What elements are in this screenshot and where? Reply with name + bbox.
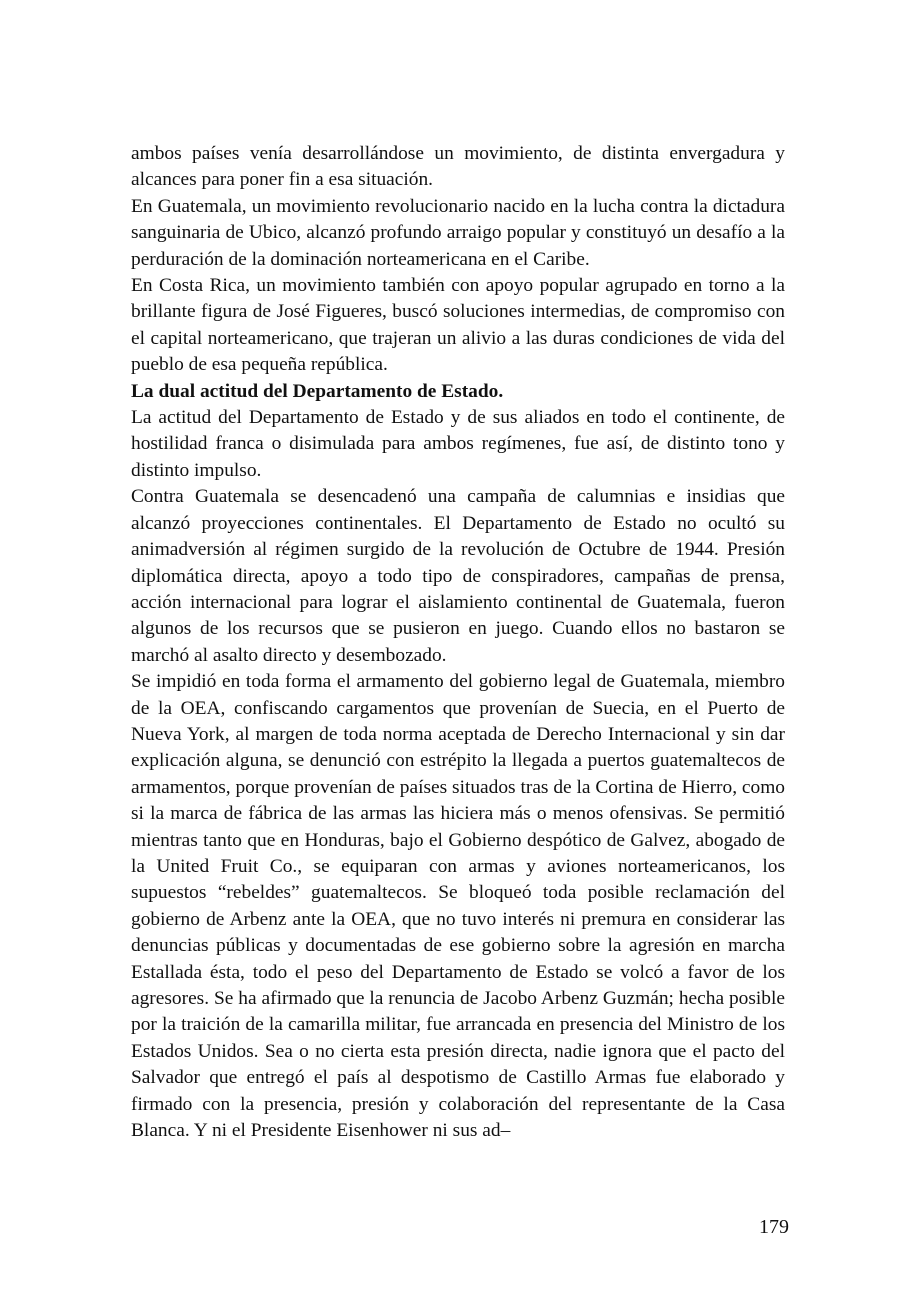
- page-number: 179: [759, 1216, 789, 1238]
- paragraph-6: Se impidió en toda forma el armamento del gobierno legal de Guatemala, miembro de la OEA, confiscando cargamentos que provenían de Suecia, en el Puerto de Nueva York, al margen de toda norma aceptada de Derecho Internacional y sin dar explicación alguna, se denunció con estrépito la llegada a puertos guatemaltecos de armamentos, porque provenían de países situados tras de la Cortina de Hierro, como si la marca de fábrica de las armas las hiciera más o menos ofensivas. Se permitió mientras tanto que en Honduras, bajo el Gobierno despótico de Galvez, abogado de la United Fruit Co., se equiparan con armas y aviones norteamericanos, los supuestos “rebeldes” guatemaltecos. Se bloqueó toda posible reclamación del gobierno de Arbenz ante la OEA, que no tuvo interés ni premura en considerar las denuncias públicas y documentadas de ese gobierno sobre la agresión en marcha Estallada ésta, todo el peso del Departamento de Estado se volcó a favor de los agresores. Se ha afirmado que la renuncia de Jacobo Arbenz Guzmán; hecha posible por la traición de la camarilla militar, fue arrancada en presencia del Ministro de los Estados Unidos. Sea o no cierta esta presión directa, nadie ignora que el pacto del Salvador que entregó el país al despotismo de Castillo Armas fue elaborado y firmado con la presencia, presión y colaboración del representante de la Casa Blanca. Y ni el Presidente Eisenhower ni sus ad–: [131, 671, 785, 1142]
- paragraph-1: ambos países venía desarrollándose un movimiento, de distinta envergadura y alcances para poner fin a esa situación.: [131, 143, 785, 191]
- body-text: [131, 141, 785, 1144]
- paragraph-4: La actitud del Departamento de Estado y de sus aliados en todo el continente, de hostilidad franca o disimulada para ambos regímenes, fue así, de distinto tono y distinto impulso.: [131, 407, 785, 481]
- paragraph-5: Contra Guatemala se desencadenó una campaña de calumnias e insidias que alcanzó proyecciones continentales. El Departamento de Estado no ocultó su animadversión al régimen surgido de la revolución de Octubre de 1944. Presión diplomática directa, apoyo a todo tipo de conspiradores, campañas de prensa, acción internacional para lograr el aislamiento continental de Guatemala, fueron algunos de los recursos que se pusieron en juego. Cuando ellos no bastaron se marchó al asalto directo y desembozado.: [131, 486, 785, 666]
- paragraph-2: En Guatemala, un movimiento revolucionario nacido en la lucha contra la dictadura sanguinaria de Ubico, alcanzó profundo arraigo popular y constituyó un desafío a la perduración de la dominación norteamericana en el Caribe.: [131, 195, 785, 270]
- paragraph-3: En Costa Rica, un movimiento también con apoyo popular agrupado en torno a la brillante figura de José Figueres, buscó soluciones intermedias, de compromiso con el capital norteamericano, que trajeran un alivio a las duras condiciones de vida del pueblo de esa pequeña república.: [131, 275, 785, 376]
- section-heading: La dual actitud del Departamento de Estado.: [131, 380, 504, 402]
